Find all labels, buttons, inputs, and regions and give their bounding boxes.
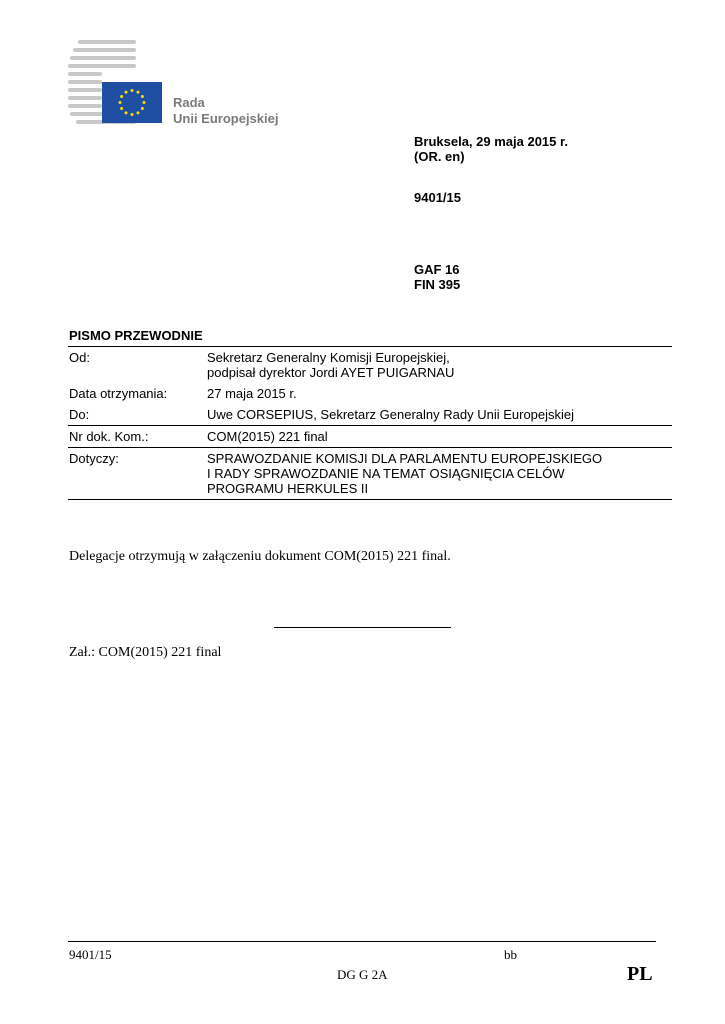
footer-doc-ref: 9401/15 — [69, 947, 112, 962]
eu-star — [141, 107, 144, 110]
eu-star — [131, 113, 134, 116]
value-line: PROGRAMU HERKULES II — [207, 481, 369, 496]
eu-star — [141, 95, 144, 98]
enclosure-note: Zał.: COM(2015) 221 final — [69, 645, 222, 660]
row-com-number — [68, 426, 672, 448]
eu-star — [131, 89, 134, 92]
header-date-block — [414, 134, 568, 164]
eu-star — [125, 91, 128, 94]
logo-line1: Rada — [173, 95, 205, 110]
doc-number: 9401/15 — [414, 190, 461, 205]
body-paragraph: Delegacje otrzymują w załączeniu dokument COM(2015) 221 final. — [69, 549, 451, 564]
place-date: Bruksela, 29 maja 2015 r. — [414, 134, 568, 149]
separator-line — [274, 627, 451, 628]
eu-star — [137, 91, 140, 94]
row-label: Data otrzymania: — [69, 386, 168, 401]
row-value — [207, 451, 672, 496]
row-value: Uwe CORSEPIUS, Sekretarz Generalny Rady Unii Europejskiej — [207, 407, 575, 422]
eu-star — [125, 111, 128, 114]
eu-star — [143, 101, 146, 104]
eu-star — [137, 111, 140, 114]
row-from — [68, 347, 672, 383]
footer-dg: DG G 2A — [337, 967, 388, 982]
footer-language: PL — [627, 963, 653, 985]
value-line: SPRAWOZDANIE KOMISJI DLA PARLAMENTU EUROPEJSKIEGO — [207, 451, 603, 466]
row-label: Do: — [69, 407, 90, 422]
eu-star — [120, 95, 123, 98]
value-line: Sekretarz Generalny Komisji Europejskiej, — [207, 350, 450, 365]
eu-star — [119, 101, 122, 104]
document-title: PISMO PRZEWODNIE — [69, 328, 203, 343]
row-value — [207, 350, 672, 380]
original-language: (OR. en) — [414, 149, 465, 164]
row-value: COM(2015) 221 final — [207, 429, 328, 444]
footer-initials: bb — [504, 947, 517, 962]
row-received — [68, 383, 672, 404]
value-line: I RADY SPRAWOZDANIE NA TEMAT OSIĄGNIĘCIA CELÓW — [207, 466, 565, 481]
cover-table — [68, 346, 672, 500]
row-subject — [68, 448, 672, 500]
row-to — [68, 404, 672, 426]
code-gaf: GAF 16 — [414, 262, 460, 277]
value-line: podpisał dyrektor Jordi AYET PUIGARNAU — [207, 365, 455, 380]
row-value: 27 maja 2015 r. — [207, 386, 297, 401]
logo-line2: Unii Europejskiej — [173, 111, 279, 126]
footer-rule — [68, 941, 656, 942]
eu-star — [120, 107, 123, 110]
header-codes — [414, 262, 460, 292]
code-fin: FIN 395 — [414, 277, 461, 292]
eu-flag — [102, 82, 162, 123]
logo-text — [173, 95, 278, 127]
row-label: Nr dok. Kom.: — [69, 429, 149, 444]
row-label: Od: — [69, 350, 90, 365]
row-label: Dotyczy: — [69, 451, 119, 466]
